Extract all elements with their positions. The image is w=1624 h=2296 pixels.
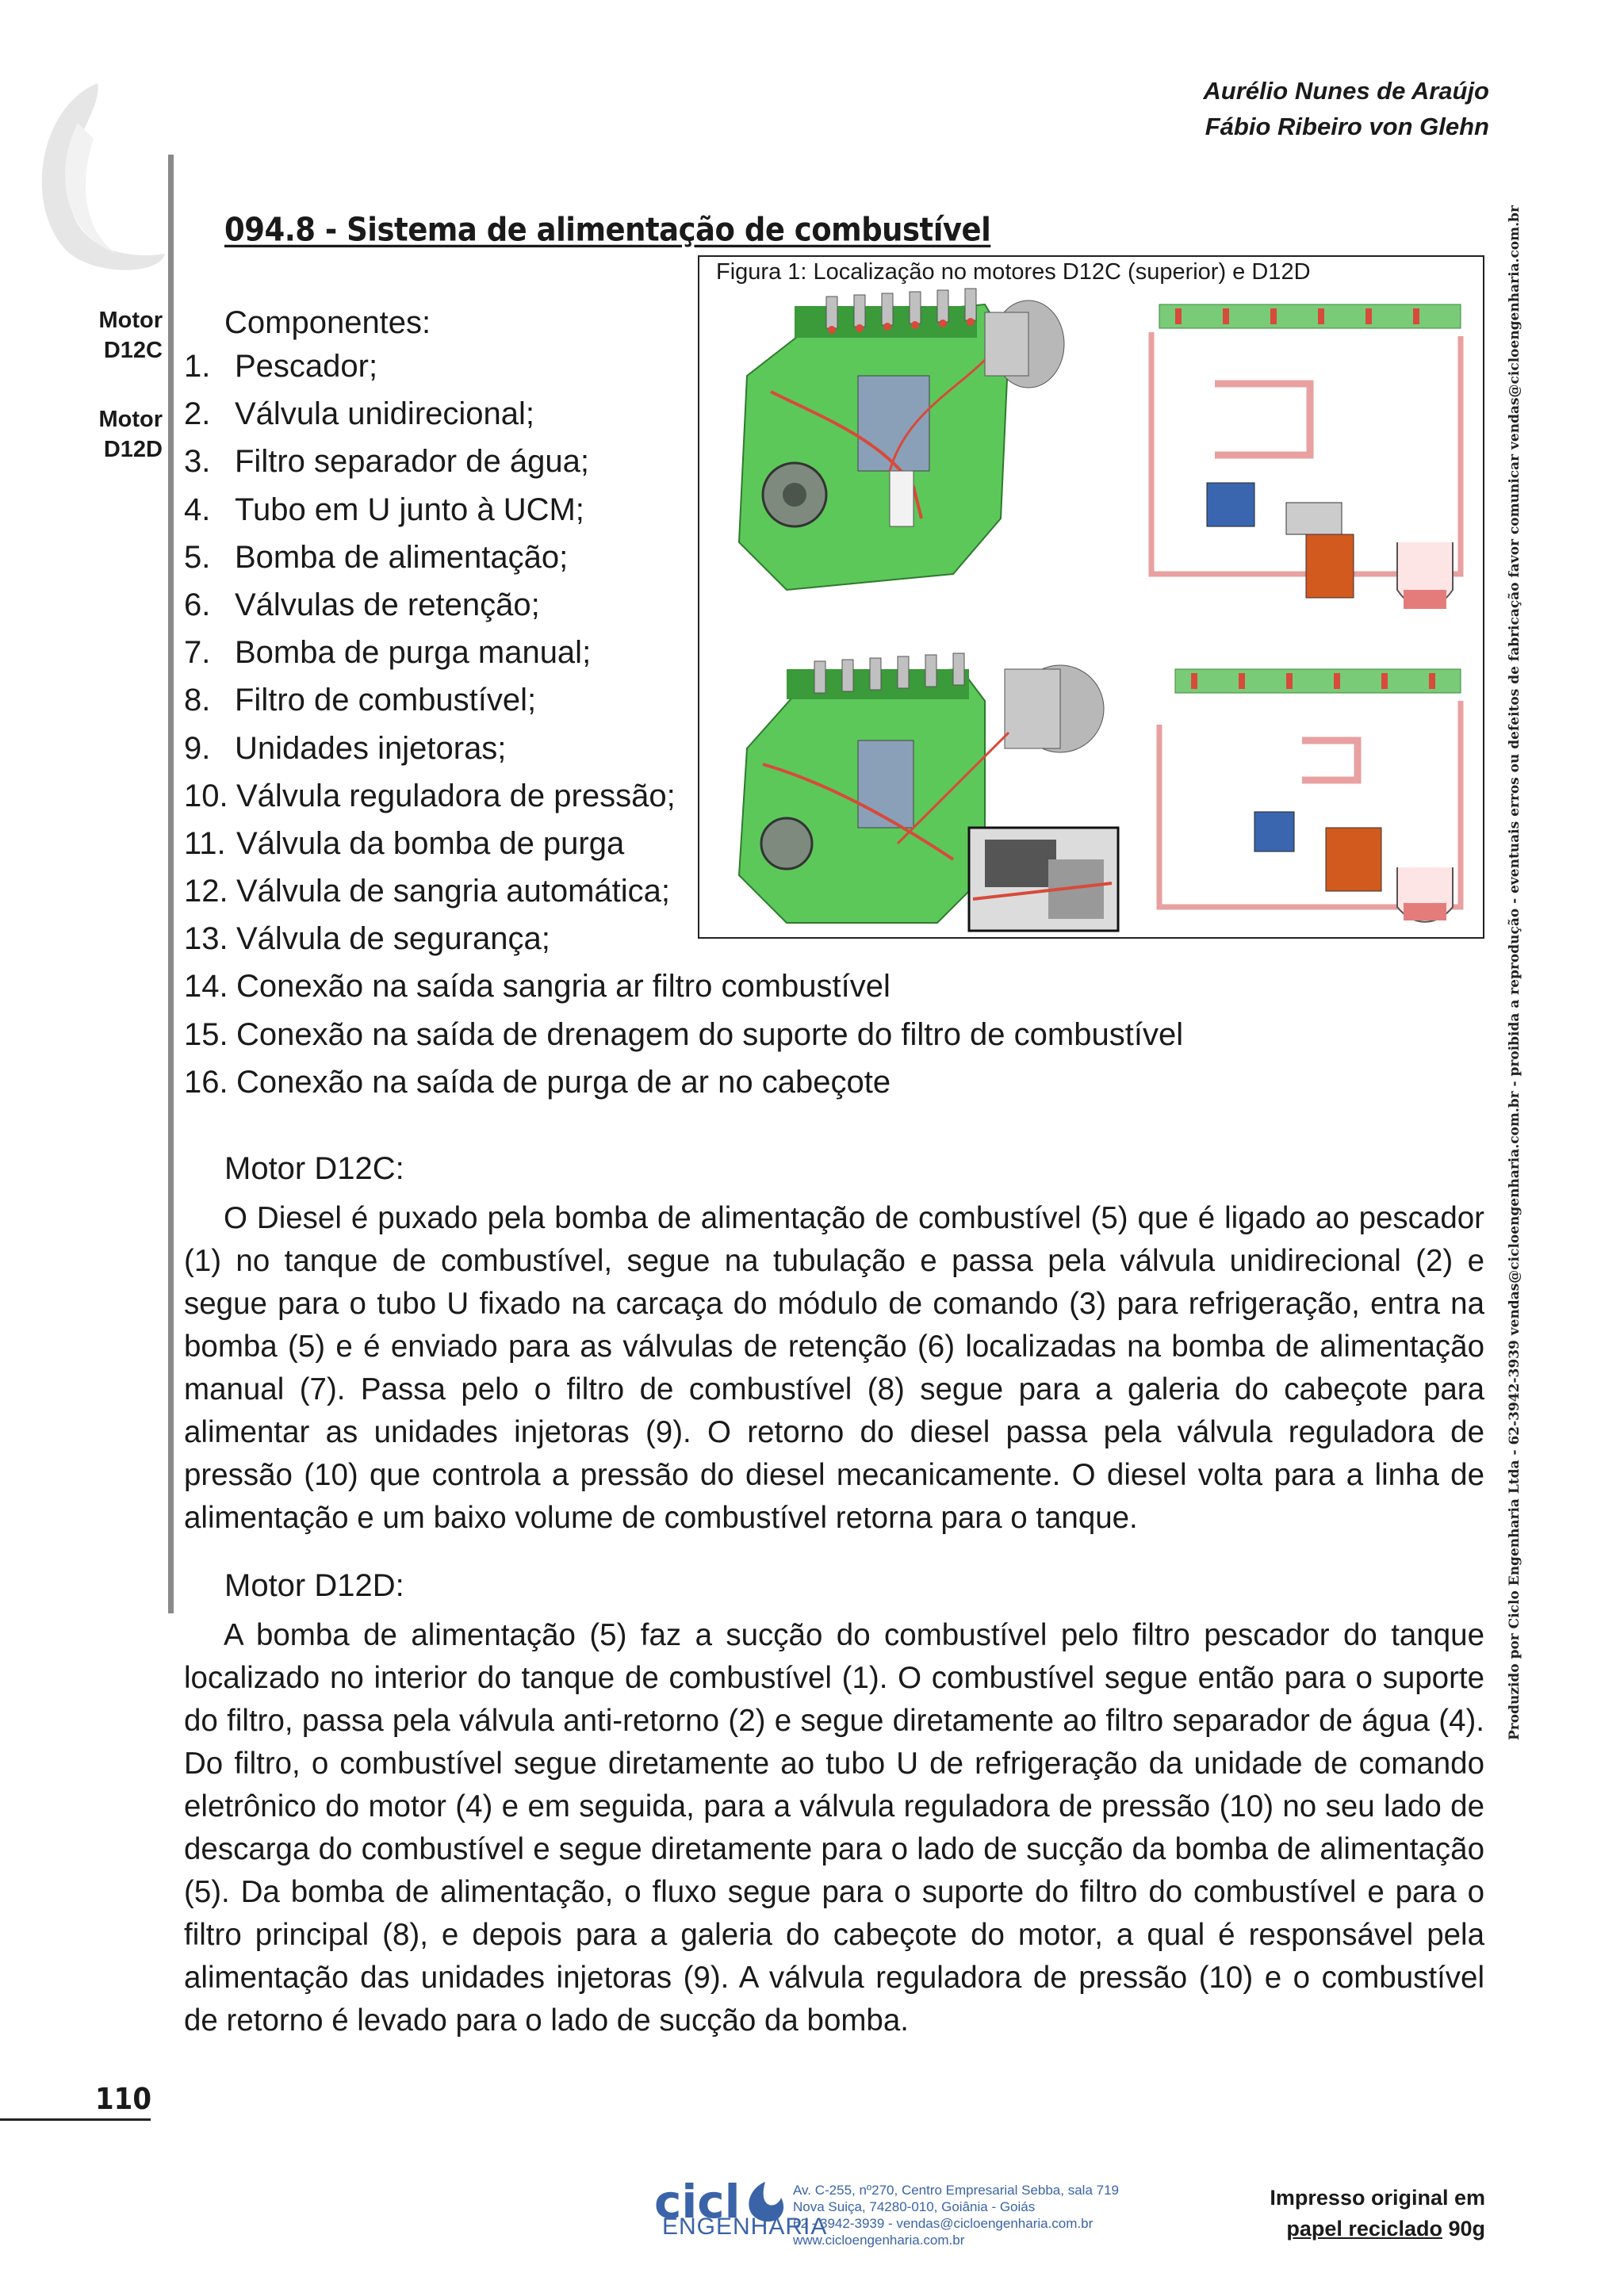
list-item: 6. Válvulas de retenção;	[184, 587, 540, 622]
list-item: 1. Pescador;	[184, 349, 378, 384]
author-name: Aurélio Nunes de Araújo	[1203, 77, 1489, 105]
list-item: 11. Válvula da bomba de purga	[184, 825, 625, 861]
figure-caption: Figura 1: Localização no motores D12C (superior) e D12D	[716, 259, 1311, 285]
d12d-title: Motor D12D:	[224, 1568, 404, 1603]
page-number: 110	[95, 2082, 151, 2117]
list-item: 13. Válvula de segurança;	[184, 921, 550, 957]
components-title: Componentes:	[224, 305, 431, 340]
schematic-d12d	[1159, 669, 1461, 922]
logo-subtitle: ENGENHARIA	[662, 2214, 828, 2240]
page-number-rule	[0, 2118, 151, 2121]
list-item: 2. Válvula unidirecional;	[184, 396, 535, 432]
d12d-paragraph: A bomba de alimentação (5) faz a sucção do combustível pelo filtro pescador do tanque localizado no interior do tanque de combustível (1). O combustível segue então para o suporte do filtro, passa pela válvula anti-retorno (2) e segue diretamente ao filtro separador de água (4). Do filtro, o combustível segue diretamente ao tubo U de refrigeração da unidade de comando eletrônico do motor (4) e em seguida, para a válvula reguladora de pressão (10) no seu lado de descarga do combustível e segue diretamente para o lado de sucção da bomba de alimentação (5). Da bomba de alimentação, o fluxo segue para o suporte do filtro do combustível e para o filtro principal (8), e depois para a galeria do cabeçote do motor, a qual é responsável pela alimentação das unidades injetoras (9). A válvula reguladora de pressão (10) e o combustível de retorno é levado para o lado de sucção da bomba.	[184, 1618, 1484, 2038]
schematic-d12c	[1151, 304, 1461, 609]
list-item: 12. Válvula de sangria automática;	[184, 874, 670, 909]
list-item: 14. Conexão na saída sangria ar filtro combustível	[184, 969, 891, 1004]
d12c-paragraph: O Diesel é puxado pela bomba de alimentação de combustível (5) que é ligado ao pescador (1) no tanque de combustível, segue na tubulação e passa pela válvula unidirecional (2) e segue para o tubo U fixado na carcaça do módulo de comando (3) para refrigeração, entra na bomba (5) e é enviado para as válvulas de retenção (6) localizadas na bomba de alimentação manual (7). Passa pelo o filtro de combustível (8) segue para a galeria do cabeçote para alimentar as unidades injetoras (9). O retorno do diesel passa pela válvula reguladora de pressão (10) que controla a pressão do diesel mecanicamente. O diesel volta para a linha de alimentação e um baixo volume de combustível retorna para o tanque.	[184, 1201, 1484, 1535]
side-divider	[168, 155, 174, 1613]
motor-d12d-label: Motor D12D	[98, 407, 163, 462]
motor-d12c-label: Motor D12C	[98, 308, 163, 363]
author-name: Fábio Ribeiro von Glehn	[1205, 113, 1489, 140]
list-item: 15. Conexão na saída de drenagem do suporte do filtro de combustível	[184, 1016, 1184, 1052]
printed-note: Impresso original em papel reciclado 90g	[1270, 2186, 1485, 2241]
components-list	[184, 342, 1183, 1106]
list-item: 4. Tubo em U junto à UCM;	[184, 492, 584, 527]
list-item: 9. Unidades injetoras;	[184, 730, 507, 766]
list-item: 5. Bomba de alimentação;	[184, 539, 569, 575]
list-item: 3. Filtro separador de água;	[184, 444, 589, 480]
authors	[1203, 73, 1489, 144]
list-item: 16. Conexão na saída de purga de ar no cabeçote	[184, 1064, 891, 1100]
d12c-title: Motor D12C:	[224, 1151, 404, 1186]
list-item: 8. Filtro de combustível;	[184, 683, 537, 718]
company-address: Av. C-255, nº270, Centro Empresarial Sebba, sala 719 Nova Suiça, 74280-010, Goiânia - Goiás 62 - 3942-3939 - vendas@cicloengenharia.com.br www.cicloengenharia.com.br	[793, 2183, 1119, 2248]
section-title: 094.8 - Sistema de alimentação de combustível	[224, 210, 991, 249]
svg-text:cicl: cicl	[654, 2175, 741, 2229]
list-item: 10. Válvula reguladora de pressão;	[184, 778, 676, 813]
list-item: 7. Bomba de purga manual;	[184, 635, 592, 671]
watermark-swoosh-icon	[22, 75, 173, 281]
production-note: Produzido por Ciclo Engenharia Ltda - 62-3942-3939 vendas@cicloengenharia.com.br - proibida a reprodução - eventuais erros ou defeitos de fabricação favor comunicar vendas@cicloengenharia.com.br	[1507, 205, 1522, 1740]
